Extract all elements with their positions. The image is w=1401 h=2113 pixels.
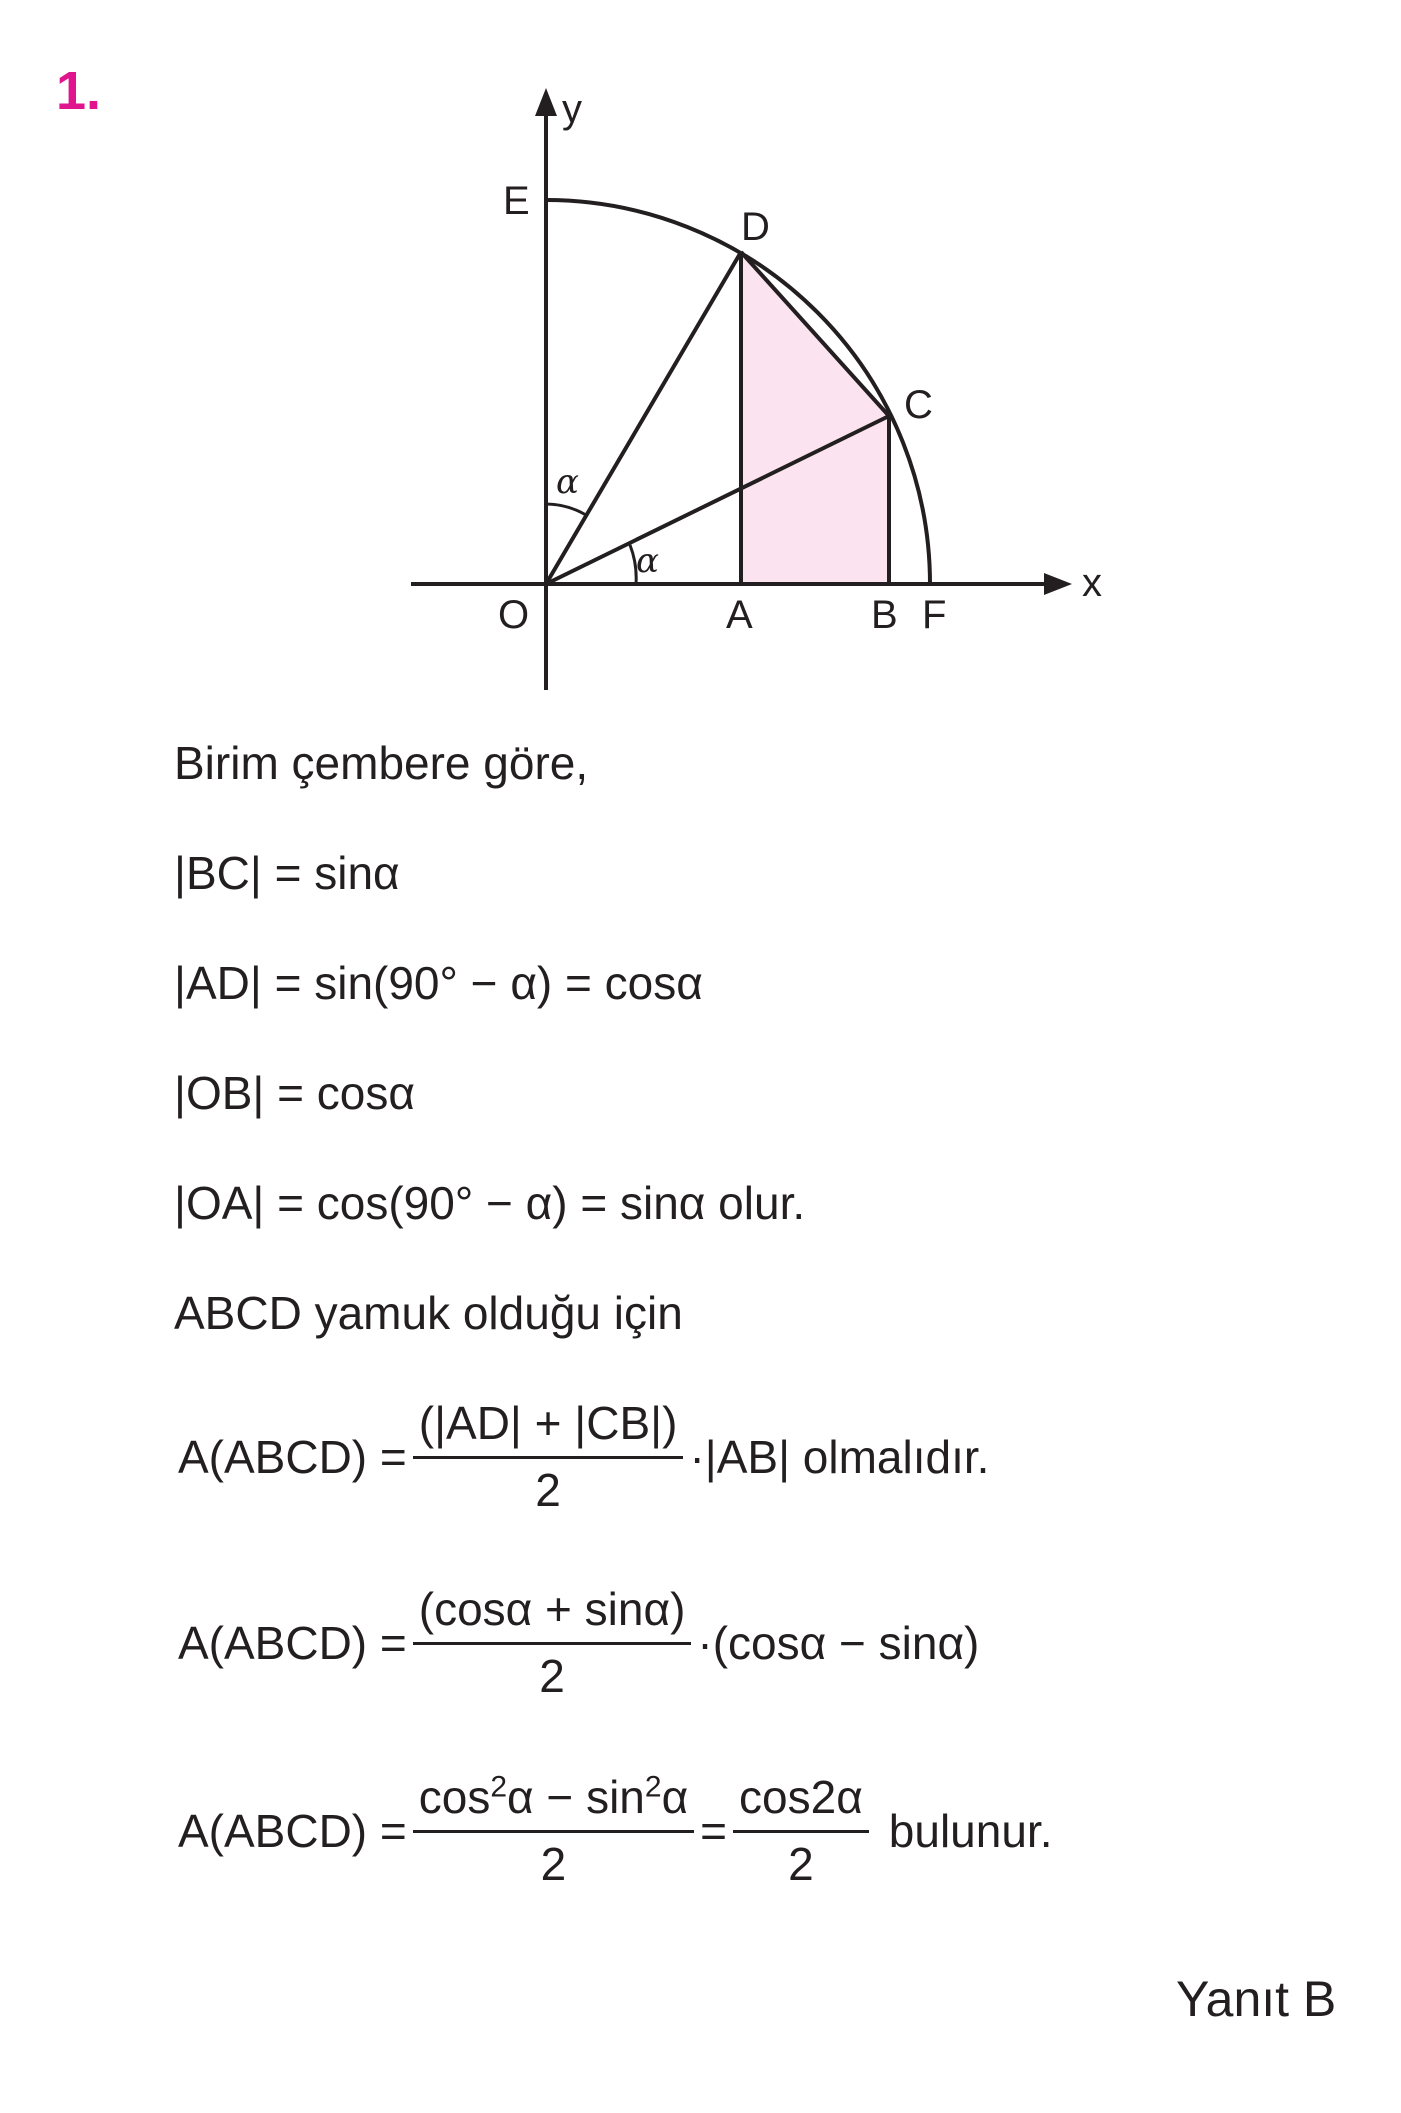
- equation-ad: |AD| = sin(90° − α) = cosα: [174, 957, 703, 1009]
- point-label-o: O: [498, 593, 530, 637]
- x-axis-arrow-icon: [1044, 573, 1072, 595]
- formula-3-numerator-2: cos2α: [739, 1771, 863, 1823]
- intro-text: Birim çembere göre,: [174, 737, 589, 789]
- angle-label-alpha-x: α: [636, 541, 659, 581]
- formula-3-denominator-2: 2: [788, 1838, 814, 1890]
- formula-3-tail: bulunur.: [888, 1804, 1053, 1857]
- point-label-f: F: [922, 593, 947, 637]
- formula-1-numerator: (|AD| + |CB|): [418, 1397, 678, 1449]
- angle-arc-y: [546, 504, 586, 515]
- point-label-b: B: [871, 593, 898, 637]
- area-formula-2: [178, 1582, 979, 1703]
- exponent-2: 2: [490, 1770, 508, 1804]
- formula-3-denominator-1: 2: [540, 1838, 567, 1890]
- angle-label-alpha-y: α: [556, 462, 579, 502]
- area-formula-3: [178, 1770, 1053, 1891]
- trapezoid-statement: ABCD yamuk olduğu için: [174, 1287, 683, 1339]
- axis-label-x: x: [1082, 561, 1102, 605]
- num-part-end: α: [661, 1771, 689, 1823]
- axis-label-y: y: [562, 87, 582, 131]
- area-formula-1: [178, 1396, 989, 1517]
- num-part-cos: cos: [418, 1771, 491, 1823]
- formula-3-lhs: A(ABCD) =: [178, 1804, 407, 1857]
- point-label-e: E: [503, 179, 530, 223]
- exponent-2: 2: [644, 1770, 662, 1804]
- point-label-a: A: [726, 593, 753, 637]
- point-label-d: D: [741, 205, 770, 249]
- question-number: 1.: [56, 61, 102, 121]
- formula-2-fraction: [413, 1582, 692, 1703]
- point-label-c: C: [904, 383, 933, 427]
- formula-2-lhs: A(ABCD) =: [178, 1616, 407, 1669]
- unit-circle-figure: [0, 0, 1401, 720]
- formula-1-fraction: [413, 1396, 684, 1517]
- formula-3-fraction-2: [733, 1770, 869, 1891]
- answer-label: Yanıt B: [1176, 1971, 1337, 2027]
- equation-bc: |BC| = sinα: [174, 847, 400, 899]
- num-part-mid: α − sin: [507, 1771, 645, 1823]
- formula-1-tail: ·|AB| olmalıdır.: [689, 1430, 990, 1483]
- formula-2-tail: ·(cosα − sinα): [697, 1616, 980, 1669]
- formula-2-numerator: (cosα + sinα): [418, 1583, 686, 1635]
- equation-ob: |OB| = cosα: [174, 1067, 415, 1119]
- formula-3-fraction-1: [413, 1770, 694, 1891]
- trapezoid-abcd-shading: [741, 252, 889, 584]
- formula-1-lhs: A(ABCD) =: [178, 1430, 407, 1483]
- formula-1-denominator: 2: [535, 1464, 561, 1516]
- formula-3-equals: =: [700, 1804, 728, 1857]
- y-axis-arrow-icon: [535, 88, 557, 116]
- equation-oa: |OA| = cos(90° − α) = sinα olur.: [174, 1177, 806, 1229]
- formula-3-numerator-1: [413, 1770, 694, 1830]
- formula-2-denominator: 2: [539, 1650, 565, 1702]
